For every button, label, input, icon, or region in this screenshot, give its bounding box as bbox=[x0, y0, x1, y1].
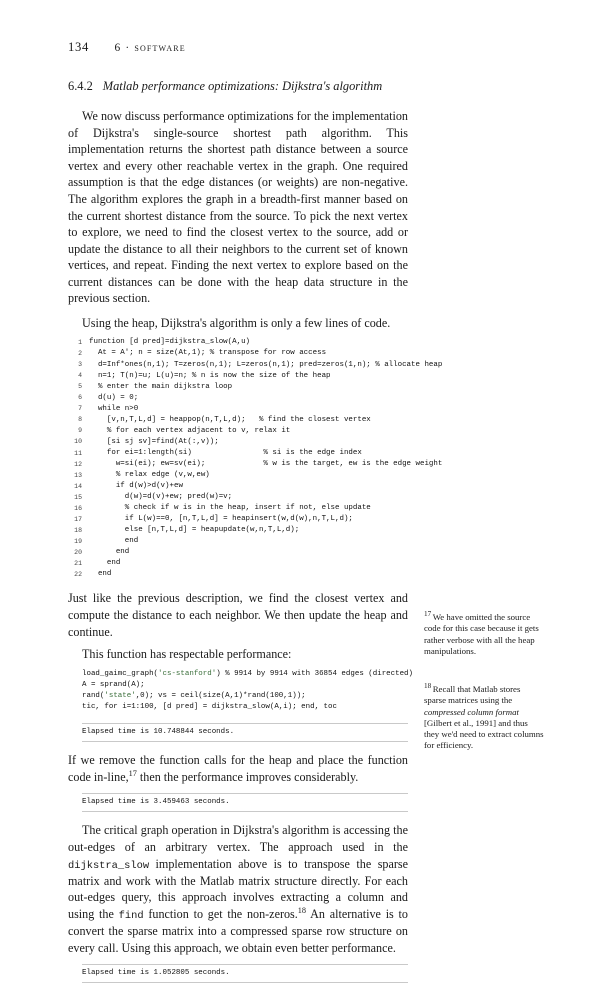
line-number: 3 bbox=[78, 361, 82, 369]
code-line bbox=[82, 691, 408, 702]
code-line bbox=[68, 459, 443, 470]
line-source: w=si(ei); ew=sv(ei); % w is the target, ew is the edge weight bbox=[89, 459, 443, 468]
line-number: 20 bbox=[74, 548, 82, 556]
paragraph-intro: We now discuss performance optimizations for the implementation of Dijkstra's single-source shortest path algorithm. This implementation returns the shortest path distance between a source vertex and every other reachable vertex in the graph. One required assumption is that the edge distances (or weights) are non-negative. The algorithm explores the graph in a breadth-first manner based on the current shortest distance from the source. To pick the next vertex to explore, we need to find the closest vertex to the source, add or update the distance to all their neighbors to the current set of known vertices, and repeat. Finding the next vertex to explore based on the current distances can be done with the heap data structure in the previous section. bbox=[68, 109, 408, 306]
line-source: end bbox=[89, 537, 139, 546]
line-source: load_gaimc_graph('cs-stanford') % 9914 by 9914 with 36854 edges (directed) bbox=[82, 669, 413, 678]
line-number: 6 bbox=[78, 394, 82, 402]
line-source: % relax edge (v,w,ew) bbox=[89, 471, 210, 479]
code-find: find bbox=[118, 909, 144, 922]
timing-output: Elapsed time is 3.459463 seconds. bbox=[82, 798, 230, 807]
code-line bbox=[82, 669, 413, 680]
line-number: 22 bbox=[74, 571, 82, 579]
line-number: 13 bbox=[74, 471, 82, 479]
code-listing-dijkstra bbox=[68, 337, 443, 580]
text-fragment: An alternative is to convert the sparse matrix into a compressed sparse row structure on every call. Using this approach, we obtain even better performance. bbox=[68, 906, 408, 955]
page-number: 134 bbox=[68, 40, 90, 54]
text-fragment: If we remove the function calls for the heap and place the function code in-line, bbox=[68, 753, 408, 784]
footnote-mark-17: 17 bbox=[128, 768, 137, 778]
line-source: d=Inf*ones(n,1); T=zeros(n,1); L=zeros(n,1); pred=zeros(1,n); % allocate heap bbox=[89, 360, 443, 369]
line-source: tic, for i=1:100, [d pred] = dijkstra_slow(A,i); end, toc bbox=[82, 702, 337, 711]
code-line bbox=[68, 415, 408, 426]
code-line bbox=[68, 503, 408, 514]
output-box-timing-3 bbox=[82, 964, 408, 983]
code-line bbox=[68, 492, 408, 503]
section-heading bbox=[68, 78, 408, 94]
code-line bbox=[68, 437, 408, 448]
line-source: rand('state',0); vs = ceil(size(A,1)*rand(100,1)); bbox=[82, 691, 306, 700]
code-line bbox=[68, 348, 408, 359]
code-line bbox=[68, 371, 408, 382]
code-line bbox=[68, 547, 408, 558]
code-line bbox=[68, 525, 408, 536]
chapter-title: 6 · software bbox=[114, 42, 186, 54]
footnote-text: [Gilbert et al., 1991] and thus they we'd need to extract columns for efficiency. bbox=[424, 717, 544, 751]
code-line bbox=[68, 393, 408, 404]
text-fragment: function to get the non-zeros. bbox=[143, 906, 298, 921]
line-number: 21 bbox=[74, 559, 82, 567]
line-source: [v,n,T,L,d] = heappop(n,T,L,d); % find the closest vertex bbox=[89, 415, 371, 424]
line-source: for ei=1:length(si) % si is the edge index bbox=[89, 448, 362, 457]
code-line bbox=[68, 514, 408, 525]
text-fragment: implementation above is to transpose the sparse matrix and work with the Matlab matrix structure directly. For each out-edges query, this approach involves extracting a column and using the bbox=[68, 856, 408, 921]
code-line bbox=[68, 360, 443, 371]
line-source: d(u) = 0; bbox=[89, 393, 139, 402]
line-source: if L(w)==0, [n,T,L,d] = heapinsert(w,d(w),n,T,L,d); bbox=[89, 515, 353, 524]
line-source: % enter the main dijkstra loop bbox=[89, 382, 233, 391]
line-number: 1 bbox=[78, 339, 82, 347]
output-box-timing-2 bbox=[82, 793, 408, 812]
line-number: 10 bbox=[74, 438, 82, 446]
footnote-text: Recall that Matlab stores sparse matrices using the bbox=[424, 684, 521, 706]
footnote-text: We have omitted the source code for this case because it gets rather verbose with all the heap manipulations. bbox=[424, 612, 539, 656]
line-number: 17 bbox=[74, 515, 82, 523]
line-number: 11 bbox=[74, 449, 82, 457]
text-fragment: then the performance improves considerably. bbox=[136, 769, 359, 784]
line-number: 5 bbox=[78, 383, 82, 391]
code-line bbox=[82, 680, 408, 691]
line-source: if d(w)>d(v)+ew bbox=[89, 482, 183, 491]
line-number: 19 bbox=[74, 537, 82, 545]
line-number: 12 bbox=[74, 460, 82, 468]
code-line bbox=[68, 481, 408, 492]
line-source: n=1; T(n)=u; L(u)=n; % n is now the size of the heap bbox=[89, 371, 331, 380]
line-number: 16 bbox=[74, 504, 82, 512]
line-source: else [n,T,L,d] = heapupdate(w,n,T,L,d); bbox=[89, 526, 300, 535]
line-number: 4 bbox=[78, 372, 82, 380]
line-number: 18 bbox=[74, 526, 82, 534]
section-number: 6.4.2 bbox=[68, 79, 93, 93]
code-line bbox=[68, 337, 408, 348]
line-source: d(w)=d(v)+ew; pred(w)=v; bbox=[89, 493, 233, 502]
paragraph-inline-opt bbox=[68, 752, 408, 785]
footnote-17 bbox=[424, 612, 544, 671]
timing-output: Elapsed time is 1.052805 seconds. bbox=[82, 969, 230, 978]
running-head bbox=[68, 40, 538, 55]
code-line bbox=[68, 536, 408, 547]
line-number: 7 bbox=[78, 405, 82, 413]
code-line bbox=[68, 426, 408, 437]
line-number: 8 bbox=[78, 416, 82, 424]
code-dijkstra-slow: dijkstra_slow bbox=[68, 859, 150, 872]
line-source: At = A'; n = size(At,1); % transpose for row access bbox=[89, 349, 327, 358]
code-line bbox=[82, 702, 408, 713]
timing-output: Elapsed time is 10.748844 seconds. bbox=[82, 727, 235, 736]
code-listing-benchmark bbox=[82, 669, 413, 713]
line-source: % check if w is in the heap, insert if not, else update bbox=[89, 504, 371, 513]
line-source: A = sprand(A); bbox=[82, 680, 145, 689]
code-line bbox=[68, 382, 408, 393]
line-number: 15 bbox=[74, 493, 82, 501]
footnote-number: 17 bbox=[424, 610, 432, 619]
section-title: Matlab performance optimizations: Dijkstra's algorithm bbox=[102, 79, 383, 93]
footnote-mark-18: 18 bbox=[297, 905, 307, 915]
paragraph-performance: This function has respectable performance: bbox=[82, 647, 292, 662]
footnote-18 bbox=[424, 684, 544, 766]
main-column bbox=[68, 78, 443, 993]
line-source: end bbox=[89, 559, 121, 568]
output-box-timing-1 bbox=[82, 723, 408, 742]
line-source: function [d pred]=dijkstra_slow(A,u) bbox=[89, 338, 251, 347]
line-source: while n>0 bbox=[89, 404, 139, 413]
code-line bbox=[68, 404, 408, 415]
code-line bbox=[68, 569, 408, 580]
paragraph-explain: Just like the previous description, we find the closest vertex and compute the distance to each neighbor. We then update the heap and continue. bbox=[68, 591, 408, 639]
footnote-number: 18 bbox=[424, 682, 432, 691]
code-line bbox=[68, 470, 408, 481]
line-source: end bbox=[89, 548, 130, 557]
line-source: % for each vertex adjacent to v, relax it bbox=[89, 426, 291, 435]
line-number: 9 bbox=[78, 427, 82, 435]
paragraph-critical-op bbox=[68, 822, 408, 956]
line-number: 14 bbox=[74, 482, 82, 490]
line-number: 2 bbox=[78, 350, 82, 358]
paragraph-heap-intro: Using the heap, Dijkstra's algorithm is only a few lines of code. bbox=[82, 315, 391, 330]
code-line bbox=[68, 558, 408, 569]
line-source: end bbox=[89, 570, 112, 579]
text-fragment: The critical graph operation in Dijkstra's algorithm is accessing the out-edges of an arbitrary vertex. The approach used in the bbox=[68, 823, 408, 854]
line-source: [si sj sv]=find(At(:,v)); bbox=[89, 437, 219, 446]
footnote-emphasis: compressed column format bbox=[424, 706, 519, 717]
code-line bbox=[68, 448, 408, 459]
